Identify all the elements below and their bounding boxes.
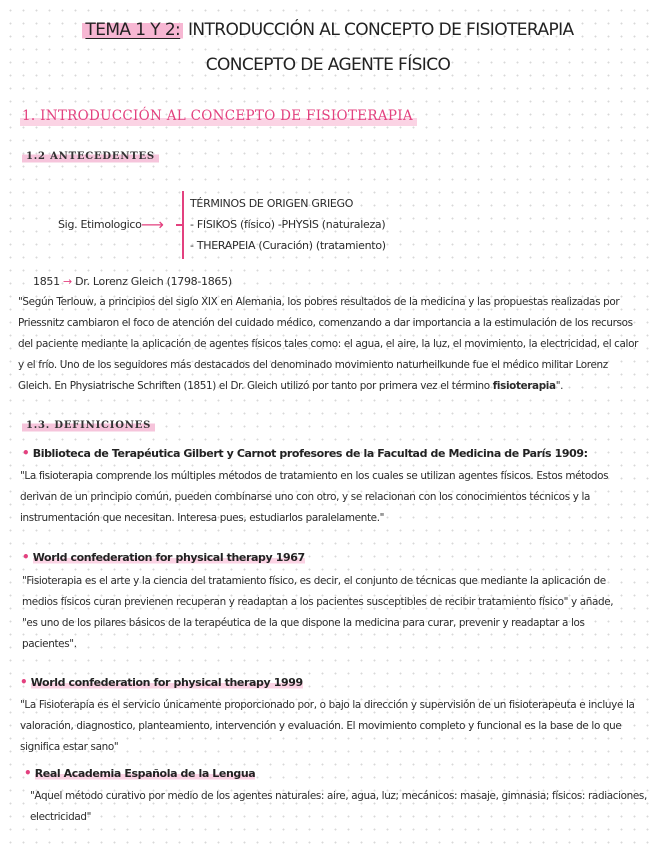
bullet-icon: •: [22, 446, 30, 460]
date-person: Dr. Lorenz Gleich (1798-1865): [75, 275, 232, 288]
arrow-right-icon: →: [63, 275, 72, 288]
quote-paragraph: [18, 292, 638, 397]
definition-title-text: World confederation for physical therapy 1967: [32, 551, 305, 564]
definition-title: [22, 550, 305, 564]
definition-title: [22, 446, 588, 460]
subheading-definiciones: [22, 420, 155, 431]
etymology-line: TÉRMINOS DE ORIGEN GRIEGO: [190, 197, 354, 210]
quote-line: del paciente mediante la aplicación de agentes físicos tales como: el agua, el aire, la luz, el movimiento, la electricidad, el calor: [18, 338, 639, 350]
page-title: [0, 20, 656, 40]
definition-body: [30, 786, 647, 828]
section-heading-introduccion: [20, 108, 417, 124]
quote-line: y el frío. Uno de los seguidores más destacados del denominado movimiento naturheilkunde fue el médico militar Lorenz: [18, 359, 608, 371]
definition-line: "La fisioterapia comprende los múltiples métodos de tratamiento en los cuales se utilizan agentes físicos. Estos métodos: [20, 470, 609, 482]
definition-line: "Fisioterapia es el arte y la ciencia del tratamiento físico, es decir, el conjunto de técnicas que mediante la aplicación de: [22, 575, 606, 587]
bullet-icon: •: [24, 766, 32, 780]
quote-line: Priessnitz cambiaron el foco de atención del cuidado médico, comenzando a dar importancia a la estimulación de los recursos: [18, 317, 633, 329]
quote-line: "Según Terlouw, a principios del siglo XIX en Alemania, los pobres resultados de la medicina y las propuestas realizadas por: [18, 296, 620, 308]
definition-body: [22, 571, 613, 655]
section-heading-text: 1. INTRODUCCIÓN AL CONCEPTO DE FISIOTERAPIA: [20, 108, 417, 126]
quote-text: Gleich. En Physiatrische Schriften (1851) el Dr. Gleich utilizó por tanto por primera vez el término: [18, 380, 493, 392]
definition-body: [20, 466, 608, 529]
etymology-line: - FISIKOS (físico) -PHYSIS (naturaleza): [190, 218, 386, 231]
definition-line: "Aquel método curativo por medio de los agentes naturales: aire, agua, luz; mecánicos: masaje, gimnasia; físicos: radiaciones,: [30, 790, 647, 802]
subheading-definiciones-text: 1.3. DEFINICIONES: [22, 419, 155, 432]
date-year: 1851: [33, 275, 60, 288]
subheading-antecedentes: [22, 151, 159, 162]
definition-line: significa estar sano": [20, 741, 119, 753]
quote-line-last: [18, 376, 638, 397]
etymology-line: - THERAPEIA (Curación) (tratamiento): [190, 239, 386, 252]
brace-tick: [176, 224, 183, 226]
quote-text-end: ".: [555, 380, 564, 392]
definition-title-text: Biblioteca de Terapéutica Gilbert y Carnot profesores de la Facultad de Medicina de París 1909:: [32, 447, 588, 460]
definition-body: [20, 695, 635, 758]
definition-line: pacientes".: [22, 638, 77, 650]
definition-title: [20, 675, 303, 689]
subheading-antecedentes-text: 1.2 ANTECEDENTES: [22, 150, 159, 163]
etymology-label: Sig. Etimologico: [58, 218, 142, 231]
etymology-terms: [190, 193, 386, 256]
bullet-icon: •: [20, 675, 28, 689]
definition-line: medios físicos curan previenen recuperan y readaptan a los pacientes susceptibles de recibir tratamiento físico" y añade,: [22, 596, 614, 608]
definition-title-text: Real Academia Española de la Lengua: [34, 767, 256, 780]
definition-line: "La Fisioterapia es el servicio únicamente proporcionado por, o bajo la dirección y supervisión de un fisioterapeuta e incluye la: [20, 699, 635, 711]
definition-line: derivan de un principio común, pueden combinarse uno con otro, y se relacionan con los conocimientos técnicos y la: [20, 491, 591, 503]
arrow-right-icon: ⟶: [141, 215, 164, 234]
page-subtitle: CONCEPTO DE AGENTE FÍSICO: [205, 55, 451, 75]
date-line: [33, 275, 232, 288]
definition-title-text: World confederation for physical therapy 1999: [30, 676, 303, 689]
definition-title: [24, 766, 255, 780]
definition-line: valoración, diagnostico, planteamiento, intervención y evaluación. El movimiento completo y funcional es la base de lo que: [20, 720, 622, 732]
title-main: INTRODUCCIÓN AL CONCEPTO DE FISIOTERAPIA: [183, 20, 574, 40]
definition-line: "es uno de los pilares básicos de la terapéutica de la que dispone la medicina para curar, prevenir y readaptar a los: [22, 617, 585, 629]
definition-line: instrumentación que necesitan. Interesa pues, estudiarlos paralelamente.": [20, 512, 385, 524]
title-tema: TEMA 1 Y 2:: [82, 20, 183, 40]
bullet-icon: •: [22, 550, 30, 564]
quote-term-fisioterapia: fisioterapia: [492, 380, 556, 392]
definition-line: electricidad": [30, 811, 92, 823]
